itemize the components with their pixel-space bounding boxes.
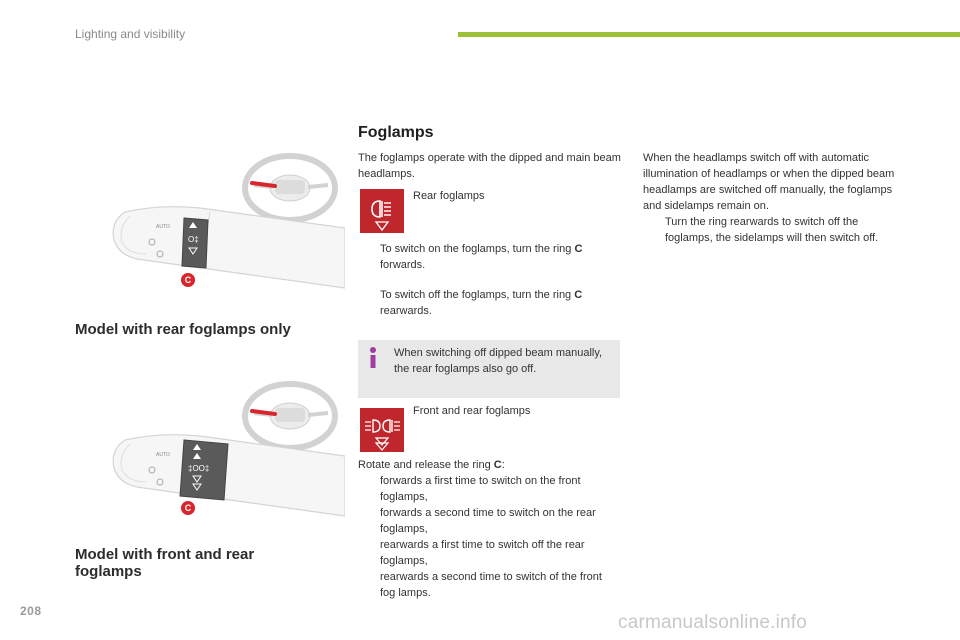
page-header-title: Lighting and visibility	[75, 27, 186, 41]
svg-text:AUTO: AUTO	[156, 452, 170, 458]
right-column-paragraph: When the headlamps switch off with automatic illumination of headlamps or when the dipped beam headlamps are switched off manually, the foglamps and sidelamps remain on.	[643, 152, 895, 212]
front-rear-item: rearwards a second time to switch of the front fog lamps.	[380, 571, 602, 599]
header-accent-bar	[458, 32, 960, 37]
right-column-bullet: Turn the ring rearwards to switch off the foglamps, the sidelamps will then switch off.	[665, 216, 879, 244]
rear-bullet-off: To switch off the foglamps, turn the ring C rearwards.	[380, 289, 583, 317]
front-and-rear-foglamp-icon	[360, 408, 404, 452]
svg-text:C: C	[184, 503, 192, 513]
section-title: Foglamps	[358, 124, 434, 141]
front-rear-item: forwards a second time to switch on the rear foglamps,	[380, 507, 596, 535]
ring-c-label: C	[184, 275, 192, 285]
info-icon	[366, 346, 380, 375]
rear-foglamp-icon	[360, 189, 404, 233]
rear-foglamps-caption: Rear foglamps	[413, 190, 485, 202]
svg-text:‡OO‡: ‡OO‡	[188, 464, 210, 473]
rear-bullet-on: To switch on the foglamps, turn the ring C forwards.	[380, 243, 583, 271]
rotate-instruction: Rotate and release the ring C:	[358, 459, 505, 471]
front-rear-caption: Front and rear foglamps	[413, 405, 531, 417]
svg-text:O‡: O‡	[188, 235, 199, 244]
model-heading-front-rear: Model with front and rear foglamps	[75, 546, 255, 580]
info-text: When switching off dipped beam manually, the rear foglamps also go off.	[394, 347, 603, 375]
front-rear-item: rearwards a first time to switch off the rear foglamps,	[380, 539, 585, 567]
stalk-illustration-rear-only	[100, 150, 345, 300]
info-box	[358, 340, 620, 398]
page-number: 208	[20, 604, 42, 618]
auto-label: AUTO	[156, 224, 170, 230]
stalk-illustration-front-rear	[100, 378, 345, 528]
front-rear-item: forwards a first time to switch on the front foglamps,	[380, 475, 581, 503]
watermark: carmanualsonline.info	[618, 612, 808, 633]
intro-paragraph: The foglamps operate with the dipped and main beam headlamps.	[358, 152, 621, 180]
model-heading-rear-only: Model with rear foglamps only	[75, 321, 291, 338]
